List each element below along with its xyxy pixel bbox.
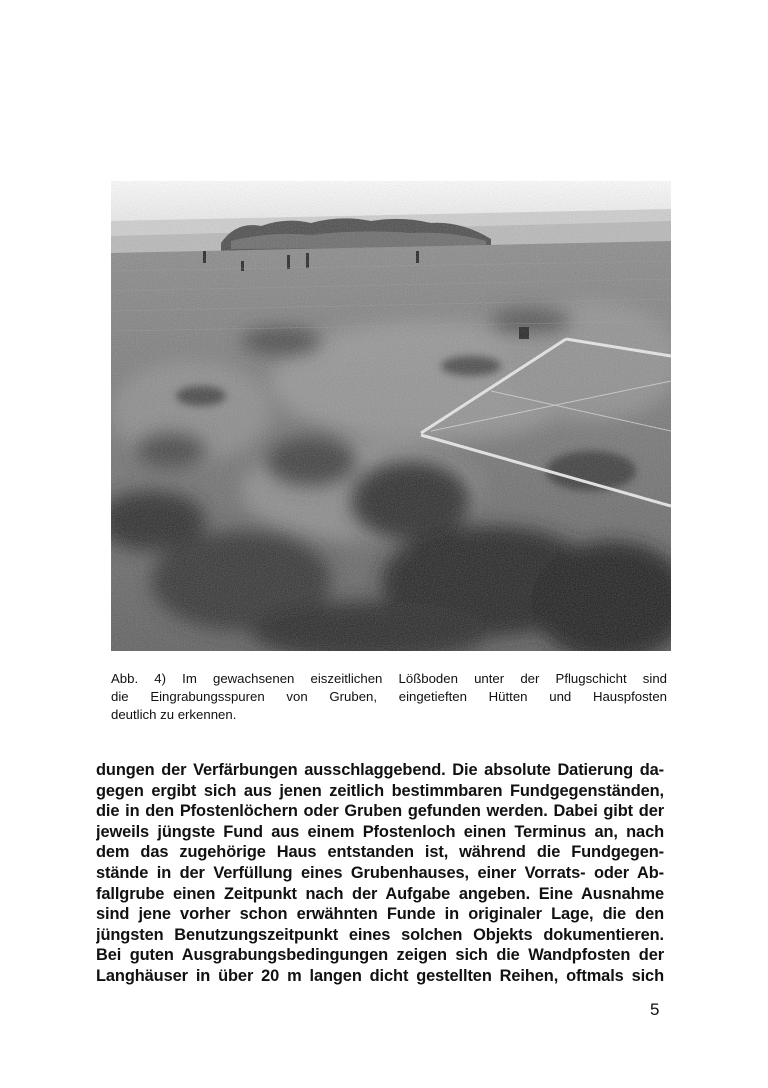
excavation-photo-icon [111,181,671,651]
body-line: gegen ergibt sich aus jenen zeitlich bestimmbaren Fundgegenständen, [96,781,664,800]
body-line: sind jene vorher schon erwähnten Funde in originaler Lage, die den [96,905,664,924]
excavation-photo [111,181,671,651]
body-line: fallgrube einen Zeitpunkt nach der Aufgabe angeben. Eine Ausnahme [96,884,664,903]
body-line: stände in der Verfüllung eines Grubenhauses, einer Vorrats- oder Ab- [96,863,664,882]
body-line: Langhäuser in über 20 m langen dicht gestellten Reihen, oftmals sich [96,966,664,985]
body-line: die in den Pfostenlöchern oder Gruben gefunden werden. Dabei gibt der [96,802,664,821]
body-paragraph [96,760,664,987]
caption-line: Abb. 4) Im gewachsenen eiszeitlichen Lößboden unter der Pflugschicht sind [111,671,667,686]
body-line: jüngsten Benutzungszeitpunkt eines solchen Objekts dokumentieren. [96,925,664,944]
body-line: Bei guten Ausgrabungsbedingungen zeigen sich die Wandpfosten der [96,946,664,965]
page-number: 5 [650,1000,660,1019]
body-line: dem das zugehörige Haus entstanden ist, während die Fundgegen- [96,843,664,862]
caption-line: die Eingrabungsspuren von Gruben, eingetieften Hütten und Hauspfosten [111,689,667,704]
body-line: dungen der Verfärbungen ausschlaggebend. Die absolute Datierung da- [96,761,664,779]
body-line: jeweils jüngste Fund aus einem Pfostenloch einen Terminus an, nach [96,822,664,841]
caption-line: deutlich zu erkennen. [111,707,237,722]
figure-caption [111,670,667,724]
